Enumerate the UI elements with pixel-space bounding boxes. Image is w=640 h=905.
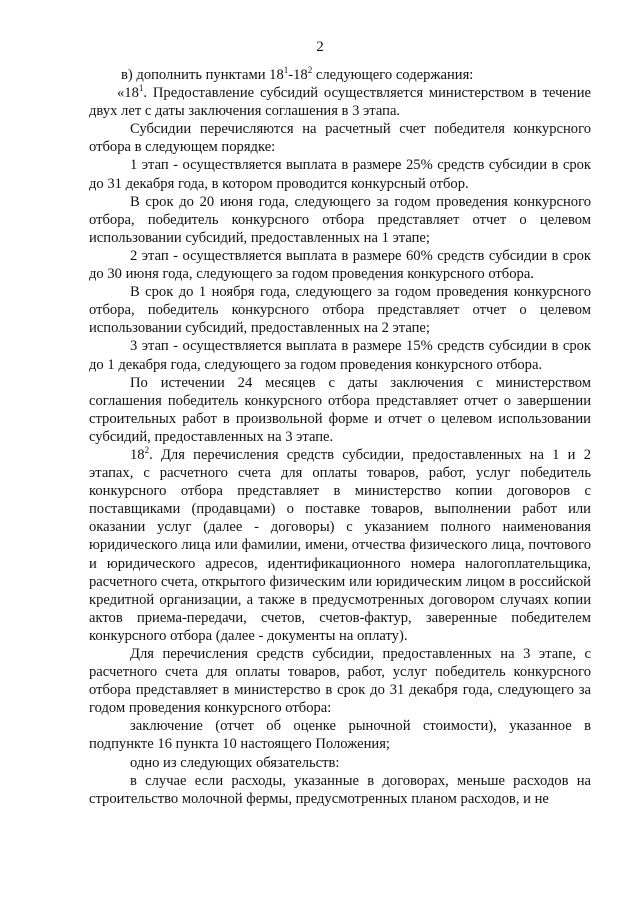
paragraph: 2 этап - осуществляется выплата в размере 60% средств субсидии в срок до 30 июня года, следующего за годом проведения конкурсного отбора. <box>89 247 591 283</box>
paragraph: заключение (отчет об оценке рыночной стоимости), указанное в подпункте 16 пункта 10 настоящего Положения; <box>89 718 591 753</box>
paragraph: Субсидии перечисляются на расчетный счет победителя конкурсного отбора в следующем порядке: <box>89 121 591 156</box>
paragraph-18-2: $18^2$. Для перечисления средств субсидии, предоставленных на 1 и 2 этапах, с расчетного счета для оплаты товаров, работ, услуг победитель конкурсного отбора представляет в министерство копии договоров с поставщиками (продавцами) о поставке товаров, выполнении работ или оказании услуг (далее - договоры) с указанием полного наименования юридического лица или фамилии, имени, отчества физического лица, почтового и юридического адресов, идентификационного номера налогоплательщика, расчетного счета, открытого физическим или юридическим лицом в российской кредитной организации, а также в предусмотренных договором случаях копии актов приема-передачи, счетов, счетов-фактур, заверенные победителем конкурсного отбора (далее - документы на оплату). <box>89 444 591 644</box>
paragraph: В срок до 1 ноября года, следующего за годом проведения конкурсного отбора, победитель конкурсного отбора представляет отчет о целевом использовании субсидий, предоставленных на 2 этапе; <box>89 284 591 337</box>
page-number: 2 <box>316 39 324 55</box>
paragraph: 1 этап - осуществляется выплата в размере 25% средств субсидии в срок до 31 декабря года, в котором проводится конкурсный отбор. <box>89 157 591 192</box>
paragraph-amendment-intro: в) дополнить пунктами $18^1-18^2$ следующего содержания: <box>121 65 474 83</box>
paragraph: 3 этап - осуществляется выплата в размере 15% средств субсидии в срок до 1 декабря года, следующего за годом проведения конкурсного отбора. <box>89 338 591 373</box>
paragraph: одно из следующих обязательств: <box>130 754 340 771</box>
paragraph: в случае если расходы, указанные в договорах, меньше расходов на строительство молочной фермы, предусмотренных планом расходов, и не <box>89 772 591 807</box>
paragraph: По истечении 24 месяцев с даты заключения с министерством соглашения победитель конкурсного отбора представляет отчет о завершении строительных работ в произвольной форме и отчет о целевом использовании субсидий, предоставленных на 3 этапе. <box>89 374 591 445</box>
paragraph-18-1: «$18^1$. Предоставление субсидий осуществляется министерством в течение двух лет с даты заключения соглашения в 3 этапа. <box>89 83 591 120</box>
paragraph: В срок до 20 июня года, следующего за годом проведения конкурсного отбора, победитель конкурсного отбора представляет отчет о целевом использовании субсидий, предоставленных на 1 этапе; <box>89 193 591 246</box>
paragraph: Для перечисления средств субсидии, предоставленных на 3 этапе, с расчетного счета для оплаты товаров, работ, услуг победитель конкурсного отбора представляет в министерство в срок до 31 декабря года, следующего за годом проведения конкурсного отбора: <box>89 646 591 717</box>
document-body <box>89 66 591 808</box>
